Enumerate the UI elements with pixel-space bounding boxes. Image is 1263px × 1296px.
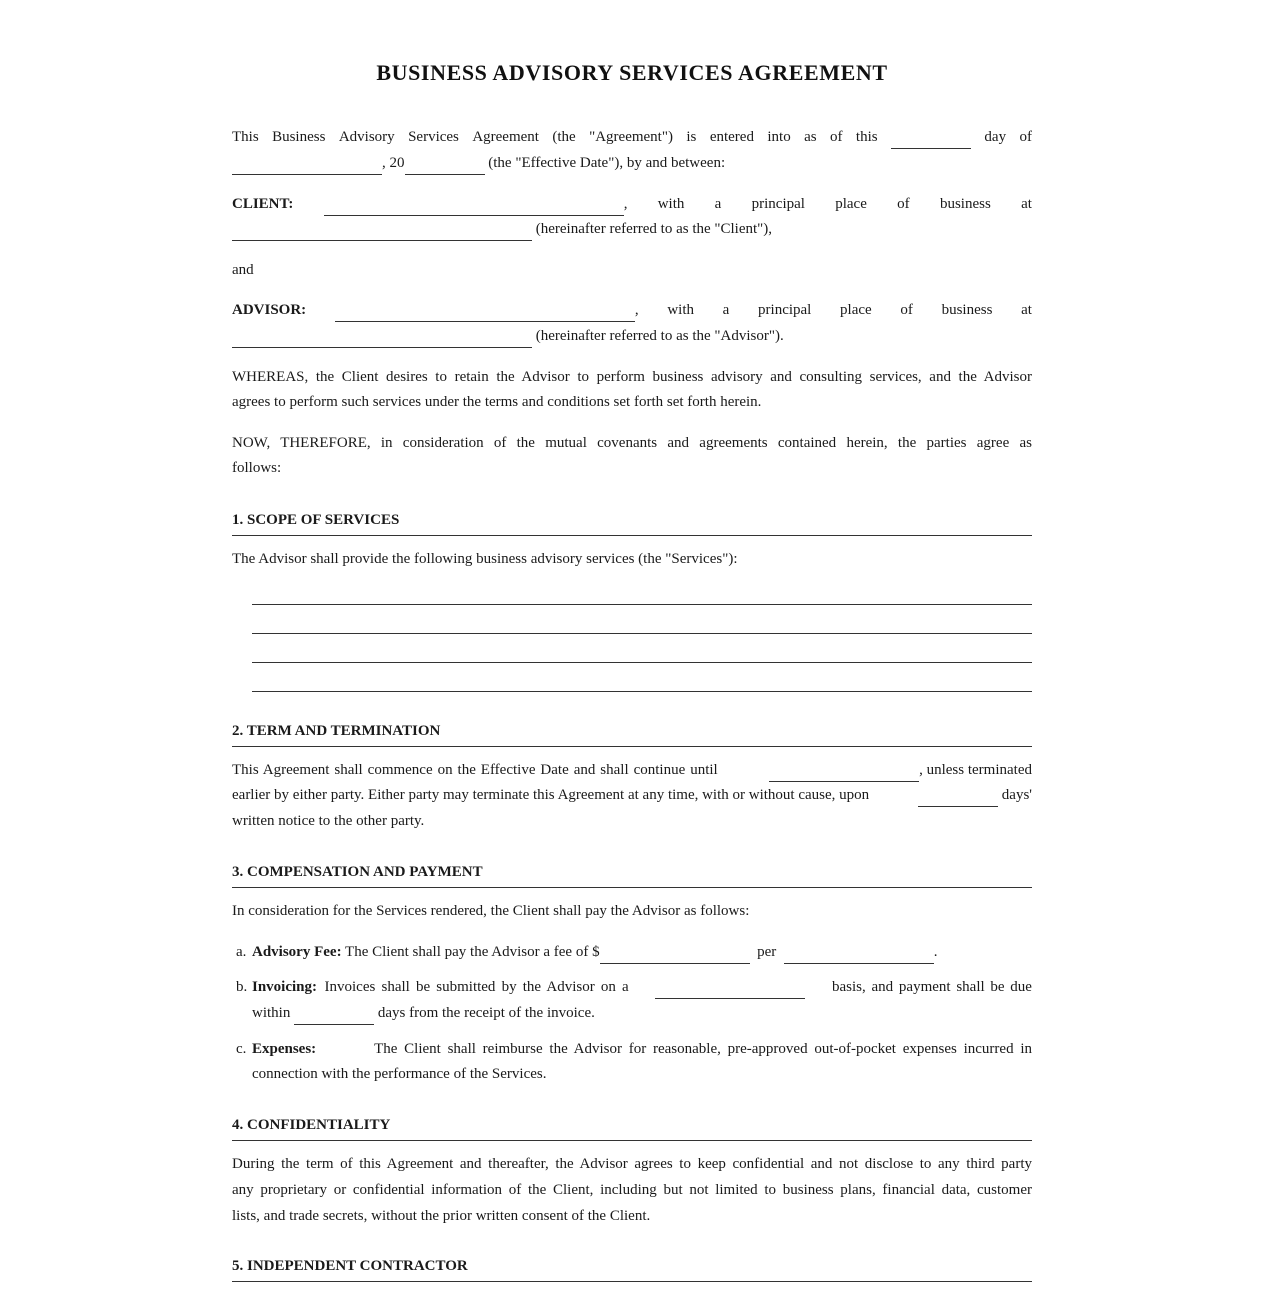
advisor-line-1: ADVISOR: , with a principal place of business at bbox=[232, 298, 1032, 322]
intro-word: of bbox=[1019, 129, 1032, 145]
services-blank-line[interactable] bbox=[252, 604, 1032, 605]
client-word: business bbox=[939, 196, 991, 212]
intro-word: into bbox=[767, 129, 791, 145]
now-therefore-line-2: follows: bbox=[232, 460, 282, 476]
and-text: and bbox=[232, 262, 254, 278]
term-end-blank[interactable] bbox=[769, 763, 919, 782]
client-address-blank[interactable] bbox=[232, 222, 532, 241]
services-blank-line[interactable] bbox=[252, 691, 1032, 692]
advisor-line-2 bbox=[232, 324, 1032, 348]
invoicing-within: within bbox=[252, 1005, 291, 1021]
client-word: place bbox=[835, 196, 867, 212]
fee-end: . bbox=[933, 944, 938, 960]
client-name-blank[interactable] bbox=[324, 197, 624, 216]
section-3-heading: 3. COMPENSATION AND PAYMENT bbox=[232, 861, 1032, 888]
advisor-label: ADVISOR: bbox=[232, 302, 307, 318]
year-prefix: , 20 bbox=[382, 155, 405, 171]
client-word: of bbox=[897, 196, 910, 212]
advisor-word: business bbox=[941, 302, 993, 318]
invoice-frequency-blank[interactable] bbox=[655, 980, 805, 999]
client-word: with bbox=[657, 196, 685, 212]
services-blank-line[interactable] bbox=[252, 633, 1032, 634]
advisor-word: at bbox=[1021, 302, 1032, 318]
effective-date-text: (the "Effective Date"), by and between: bbox=[488, 155, 726, 171]
advisor-word: a bbox=[722, 302, 730, 318]
invoicing-item-line-1 bbox=[252, 975, 1032, 999]
advisor-hereinafter: (hereinafter referred to as the "Advisor"). bbox=[535, 328, 784, 344]
whereas-line-2: agrees to perform such services under the terms and conditions set forth set forth herein. bbox=[232, 394, 762, 410]
term-text: earlier by either party. Either party may terminate this Agreement at any time, with or without cause, upon bbox=[232, 787, 870, 803]
section-5-heading: 5. INDEPENDENT CONTRACTOR bbox=[232, 1255, 1032, 1282]
item-marker: c. bbox=[236, 1041, 247, 1057]
payment-days-blank[interactable] bbox=[294, 1006, 374, 1025]
now-therefore-line-1: NOW, THEREFORE, in consideration of the mutual covenants and agreements contained herein, the parties agree as bbox=[232, 435, 1032, 451]
term-line-1 bbox=[232, 758, 1032, 782]
section-2-heading: 2. TERM AND TERMINATION bbox=[232, 720, 1032, 747]
invoicing-label: Invoicing: bbox=[252, 979, 318, 995]
client-word: at bbox=[1021, 196, 1032, 212]
advisor-name-blank[interactable] bbox=[335, 303, 635, 322]
confidentiality-line-3: lists, and trade secrets, without the prior written consent of the Client. bbox=[232, 1208, 651, 1224]
client-word: a bbox=[714, 196, 722, 212]
client-label: CLIENT: bbox=[232, 196, 294, 212]
intro-line-1 bbox=[232, 125, 1032, 149]
intro-word: Services bbox=[408, 129, 459, 145]
compensation-intro: In consideration for the Services rendered, the Client shall pay the Advisor as follows: bbox=[232, 903, 750, 919]
advisor-address-blank[interactable] bbox=[232, 329, 532, 348]
intro-word: "Agreement") bbox=[589, 129, 673, 145]
term-text: days' bbox=[1001, 787, 1032, 803]
document-title: BUSINESS ADVISORY SERVICES AGREEMENT bbox=[376, 60, 888, 85]
item-marker: a. bbox=[236, 944, 247, 960]
advisor-word: principal bbox=[758, 302, 812, 318]
expenses-item-line-1 bbox=[252, 1037, 1032, 1061]
term-line-3: written notice to the other party. bbox=[232, 813, 425, 829]
section-1-heading: 1. SCOPE OF SERVICES bbox=[232, 509, 1032, 536]
intro-word: Agreement bbox=[472, 129, 539, 145]
services-blank-line[interactable] bbox=[252, 662, 1032, 663]
intro-word: day bbox=[984, 129, 1007, 145]
day-blank[interactable] bbox=[891, 130, 971, 149]
invoicing-text: Invoices shall be submitted by the Advisor on a bbox=[324, 979, 629, 995]
fee-amount-blank[interactable] bbox=[600, 945, 750, 964]
whereas-line-1: WHEREAS, the Client desires to retain the Advisor to perform business advisory and consulting services, and the Advisor bbox=[232, 369, 1032, 385]
client-line-1: CLIENT: , with a principal place of business at bbox=[232, 192, 1032, 216]
intro-line-2 bbox=[232, 151, 1032, 175]
expenses-item-line-2: connection with the performance of the Services. bbox=[252, 1066, 547, 1082]
advisory-fee-item bbox=[252, 940, 1032, 964]
intro-word: this bbox=[855, 129, 878, 145]
intro-word: This bbox=[232, 129, 259, 145]
advisor-word: place bbox=[840, 302, 872, 318]
invoicing-text: basis, and payment shall be due bbox=[832, 979, 1032, 995]
intro-word: Advisory bbox=[338, 129, 395, 145]
term-text: This Agreement shall commence on the Effective Date and shall continue until bbox=[232, 762, 718, 778]
invoicing-text: days from the receipt of the invoice. bbox=[377, 1005, 595, 1021]
advisor-word: with bbox=[667, 302, 694, 318]
client-word: principal bbox=[751, 196, 805, 212]
confidentiality-line-1: During the term of this Agreement and thereafter, the Advisor agrees to keep confidential and not disclose to any third party bbox=[232, 1156, 1032, 1172]
section-1-text: The Advisor shall provide the following business advisory services (the "Services"): bbox=[232, 551, 738, 567]
client-hereinafter: (hereinafter referred to as the "Client"), bbox=[535, 221, 773, 237]
intro-word: (the bbox=[552, 129, 576, 145]
intro-word: entered bbox=[709, 129, 754, 145]
month-blank[interactable] bbox=[232, 156, 382, 175]
invoicing-item-line-2 bbox=[252, 1001, 1032, 1025]
item-marker: b. bbox=[236, 979, 248, 995]
year-blank[interactable] bbox=[405, 156, 485, 175]
advisory-fee-label: Advisory Fee: bbox=[252, 944, 342, 960]
advisor-word: of bbox=[900, 302, 913, 318]
advisory-fee-text: The Client shall pay the Advisor a fee of $ bbox=[345, 944, 600, 960]
client-line-2 bbox=[232, 217, 1032, 241]
intro-word: of bbox=[830, 129, 843, 145]
section-4-heading: 4. CONFIDENTIALITY bbox=[232, 1114, 1032, 1141]
term-line-2 bbox=[232, 783, 1032, 807]
fee-period-blank[interactable] bbox=[784, 945, 934, 964]
term-text: , unless terminated bbox=[919, 762, 1032, 778]
intro-word: as bbox=[804, 129, 817, 145]
notice-days-blank[interactable] bbox=[918, 788, 998, 807]
expenses-label: Expenses: bbox=[252, 1041, 317, 1057]
fee-per-text: per bbox=[757, 944, 777, 960]
intro-word: is bbox=[686, 129, 697, 145]
intro-word: Business bbox=[272, 129, 326, 145]
expenses-text: The Client shall reimburse the Advisor for reasonable, pre-approved out-of-pocket expenses incurred in bbox=[374, 1041, 1032, 1057]
confidentiality-line-2: any proprietary or confidential information of the Client, including but not limited to business plans, financial data, customer bbox=[232, 1182, 1032, 1198]
